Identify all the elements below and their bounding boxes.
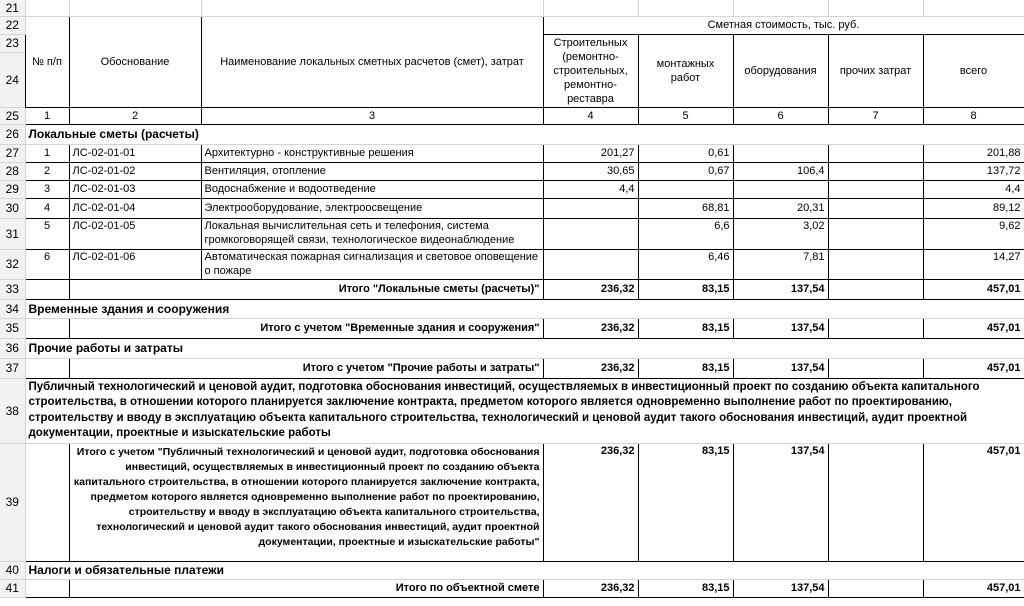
total-temp-c7[interactable] — [828, 318, 923, 338]
row-number[interactable]: 27 — [0, 144, 25, 162]
item-code[interactable]: ЛС-02-01-05 — [69, 218, 201, 249]
item-c6[interactable]: 7,81 — [733, 249, 828, 279]
sheet-row — [0, 107, 1024, 124]
item-c4[interactable]: 30,65 — [543, 162, 638, 180]
header-group[interactable]: Сметная стоимость, тыс. руб. — [543, 16, 1024, 34]
total-local-c7[interactable] — [828, 279, 923, 299]
item-c8[interactable]: 89,12 — [923, 198, 1024, 218]
item-n[interactable]: 1 — [25, 144, 69, 162]
row-number[interactable]: 38 — [0, 378, 25, 443]
total-temp-c6[interactable]: 137,54 — [733, 318, 828, 338]
item-name[interactable]: Электрооборудование, электроосвещение — [201, 198, 543, 218]
item-c6[interactable]: 106,4 — [733, 162, 828, 180]
col-number[interactable]: 3 — [201, 107, 543, 124]
item-c5[interactable]: 68,81 — [638, 198, 733, 218]
total-object-c5[interactable]: 83,15 — [638, 579, 733, 597]
item-c5[interactable]: 6,46 — [638, 249, 733, 279]
table-row — [0, 249, 1024, 279]
item-n[interactable]: 3 — [25, 180, 69, 198]
total-other-c4[interactable]: 236,32 — [543, 358, 638, 378]
item-code[interactable]: ЛС-02-01-03 — [69, 180, 201, 198]
cell[interactable] — [69, 0, 201, 16]
item-c7[interactable] — [828, 180, 923, 198]
item-name[interactable]: Автоматическая пожарная сигнализация и световое оповещение о пожаре — [201, 249, 543, 279]
row-number[interactable]: 31 — [0, 218, 25, 249]
row-number[interactable]: 25 — [0, 107, 25, 124]
total-other-c8[interactable]: 457,01 — [923, 358, 1024, 378]
item-c5[interactable]: 0,67 — [638, 162, 733, 180]
total-row — [0, 279, 1024, 299]
total-row — [0, 579, 1024, 597]
header-n[interactable]: № п/п — [25, 16, 69, 107]
header-naim[interactable]: Наименование локальных сметных расчетов (смет), затрат — [201, 16, 543, 107]
total-temp-c5[interactable]: 83,15 — [638, 318, 733, 338]
section-temp[interactable]: Временные здания и сооружения — [25, 299, 1024, 318]
item-c8[interactable]: 201,88 — [923, 144, 1024, 162]
row-number[interactable]: 29 — [0, 180, 25, 198]
col-number[interactable]: 7 — [828, 107, 923, 124]
item-name[interactable]: Архитектурно - конструктивные решения — [201, 144, 543, 162]
row-number[interactable]: 39 — [0, 443, 25, 561]
item-c7[interactable] — [828, 144, 923, 162]
item-n[interactable]: 5 — [25, 218, 69, 249]
cell[interactable] — [828, 0, 923, 16]
total-audit-c7[interactable] — [828, 443, 923, 561]
section-audit[interactable]: Публичный технологический и ценовой аудит, подготовка обоснования инвестиций, осуществляемых в инвестиционный проект по созданию объекта капитального строительства, в отношении которого планируется заключение контракта, предметом которого является одновременно выполнение работ по проектированию, строительству и вводу в эксплуатацию объекта капитального строительства, технологический и ценовой аудит такого обоснования инвестиций, аудит проектной документации, проектные и изыскательские работы — [25, 378, 1024, 443]
cell[interactable] — [638, 0, 733, 16]
item-name[interactable]: Водоснабжение и водоотведение — [201, 180, 543, 198]
row-number[interactable]: 37 — [0, 358, 25, 378]
item-n[interactable]: 6 — [25, 249, 69, 279]
row-number[interactable]: 30 — [0, 198, 25, 218]
col-number[interactable]: 8 — [923, 107, 1024, 124]
total-local-c4[interactable]: 236,32 — [543, 279, 638, 299]
item-c6[interactable] — [733, 180, 828, 198]
total-temp-c4[interactable]: 236,32 — [543, 318, 638, 338]
total-other-c7[interactable] — [828, 358, 923, 378]
item-c4[interactable]: 4,4 — [543, 180, 638, 198]
col-number[interactable]: 6 — [733, 107, 828, 124]
sheet-row — [0, 338, 1024, 358]
header-col6[interactable]: оборудования — [733, 34, 828, 107]
item-c5[interactable]: 0,61 — [638, 144, 733, 162]
total-temp-label[interactable]: Итого с учетом "Временные здания и сооружения" — [69, 318, 543, 338]
total-local-c6[interactable]: 137,54 — [733, 279, 828, 299]
cell[interactable] — [25, 0, 69, 16]
total-local-label[interactable]: Итого "Локальные сметы (расчеты)" — [69, 279, 543, 299]
item-c5[interactable] — [638, 180, 733, 198]
sheet-row — [0, 299, 1024, 318]
total-audit-c5[interactable]: 83,15 — [638, 443, 733, 561]
cell[interactable] — [25, 279, 69, 299]
table-row — [0, 198, 1024, 218]
item-c4[interactable] — [543, 218, 638, 249]
header-osnovanie[interactable]: Обоснование — [69, 16, 201, 107]
cell[interactable] — [201, 0, 543, 16]
item-c8[interactable]: 4,4 — [923, 180, 1024, 198]
header-col8[interactable]: всего — [923, 34, 1024, 107]
sheet-row — [0, 561, 1024, 579]
header-col5[interactable]: монтажных работ — [638, 34, 733, 107]
cell[interactable] — [923, 0, 1024, 16]
total-other-c6[interactable]: 137,54 — [733, 358, 828, 378]
section-taxes[interactable]: Налоги и обязательные платежи — [25, 561, 1024, 579]
item-c4[interactable] — [543, 249, 638, 279]
total-object-c8[interactable]: 457,01 — [923, 579, 1024, 597]
cell[interactable] — [733, 0, 828, 16]
item-code[interactable]: ЛС-02-01-04 — [69, 198, 201, 218]
item-c6[interactable]: 20,31 — [733, 198, 828, 218]
item-c4[interactable] — [543, 198, 638, 218]
row-number[interactable]: 24 — [0, 52, 25, 107]
table-row — [0, 180, 1024, 198]
row-number[interactable]: 21 — [0, 0, 25, 16]
total-local-c8[interactable]: 457,01 — [923, 279, 1024, 299]
row-number[interactable]: 34 — [0, 299, 25, 318]
total-audit-label[interactable]: Итого с учетом "Публичный технологический и ценовой аудит, подготовка обоснования инвестиций, осуществляемых в инвестиционный проект по созданию объекта капитального строительства, в отношении которого планируется заключение контракта, предметом которого является одновременно выполнение работ по проектированию, строительству и вводу в эксплуатацию объекта капитального строительства, технологический и ценовой аудит такого обоснования инвестиций, аудит проектной документации, проектные и изыскательские работы" — [69, 443, 543, 561]
total-object-c7[interactable] — [828, 579, 923, 597]
item-c8[interactable]: 14,27 — [923, 249, 1024, 279]
section-local[interactable]: Локальные сметы (расчеты) — [25, 124, 1024, 144]
row-number[interactable]: 36 — [0, 338, 25, 358]
total-audit-c4[interactable]: 236,32 — [543, 443, 638, 561]
row-number[interactable]: 40 — [0, 561, 25, 579]
col-number[interactable]: 5 — [638, 107, 733, 124]
row-number[interactable]: 41 — [0, 579, 25, 597]
total-other-label[interactable]: Итого с учетом "Прочие работы и затраты" — [69, 358, 543, 378]
item-c8[interactable]: 9,62 — [923, 218, 1024, 249]
total-other-c5[interactable]: 83,15 — [638, 358, 733, 378]
cell[interactable] — [25, 358, 69, 378]
sheet-row — [0, 16, 1024, 34]
item-c6[interactable]: 3,02 — [733, 218, 828, 249]
item-c7[interactable] — [828, 162, 923, 180]
total-audit-c8[interactable]: 457,01 — [923, 443, 1024, 561]
col-number[interactable]: 2 — [69, 107, 201, 124]
item-c7[interactable] — [828, 218, 923, 249]
row-number[interactable]: 23 — [0, 34, 25, 52]
section-other[interactable]: Прочие работы и затраты — [25, 338, 1024, 358]
row-number[interactable]: 28 — [0, 162, 25, 180]
cell[interactable] — [25, 318, 69, 338]
col-number[interactable]: 4 — [543, 107, 638, 124]
item-c7[interactable] — [828, 198, 923, 218]
total-object-c6[interactable]: 137,54 — [733, 579, 828, 597]
sheet-row — [0, 124, 1024, 144]
total-temp-c8[interactable]: 457,01 — [923, 318, 1024, 338]
item-c4[interactable]: 201,27 — [543, 144, 638, 162]
item-n[interactable]: 2 — [25, 162, 69, 180]
total-row — [0, 318, 1024, 338]
item-c6[interactable] — [733, 144, 828, 162]
item-code[interactable]: ЛС-02-01-06 — [69, 249, 201, 279]
sheet-row — [0, 0, 1024, 16]
row-number[interactable]: 32 — [0, 249, 25, 279]
col-number[interactable]: 1 — [25, 107, 69, 124]
total-row — [0, 358, 1024, 378]
item-code[interactable]: ЛС-02-01-01 — [69, 144, 201, 162]
total-row — [0, 443, 1024, 561]
total-audit-c6[interactable]: 137,54 — [733, 443, 828, 561]
header-col4[interactable]: Строительных (ремонтно-строительных, ремонтно-реставра — [543, 34, 638, 107]
table-row — [0, 162, 1024, 180]
total-local-c5[interactable]: 83,15 — [638, 279, 733, 299]
cell[interactable] — [25, 579, 69, 597]
table-row — [0, 218, 1024, 249]
row-number[interactable]: 22 — [0, 16, 25, 34]
item-name[interactable]: Локальная вычислительная сеть и телефония, система громкоговорящей связи, технологическое видеонаблюдение — [201, 218, 543, 249]
item-n[interactable]: 4 — [25, 198, 69, 218]
header-col7[interactable]: прочих затрат — [828, 34, 923, 107]
item-code[interactable]: ЛС-02-01-02 — [69, 162, 201, 180]
item-c5[interactable]: 6,6 — [638, 218, 733, 249]
cell[interactable] — [25, 443, 69, 561]
item-c8[interactable]: 137,72 — [923, 162, 1024, 180]
cell[interactable] — [543, 0, 638, 16]
item-name[interactable]: Вентиляция, отопление — [201, 162, 543, 180]
row-number[interactable]: 26 — [0, 124, 25, 144]
table-row — [0, 144, 1024, 162]
sheet-row — [0, 378, 1024, 443]
total-object-label[interactable]: Итого по объектной смете — [69, 579, 543, 597]
item-c7[interactable] — [828, 249, 923, 279]
total-object-c4[interactable]: 236,32 — [543, 579, 638, 597]
row-number[interactable]: 33 — [0, 279, 25, 299]
row-number[interactable]: 35 — [0, 318, 25, 338]
